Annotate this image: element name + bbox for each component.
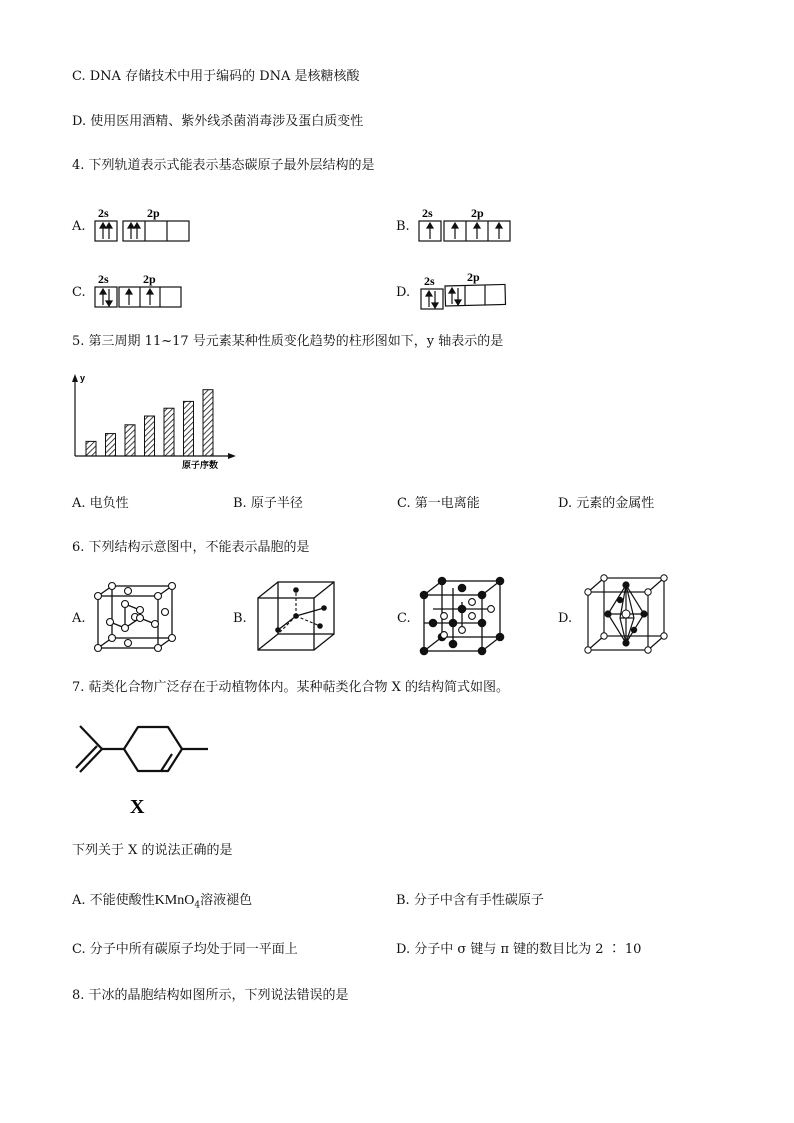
y-axis-label: y [80, 373, 86, 383]
question-8: 8. 干冰的晶胞结构如图所示，下列说法错误的是 [72, 988, 349, 1003]
x-axis-arrow [228, 453, 236, 459]
q5-option-d: D. 元素的金属性 [558, 496, 655, 511]
bar-2 [106, 434, 116, 456]
orbital-2p-label: 2p [147, 206, 160, 220]
q6-option-d-label: D. [558, 611, 573, 626]
crystal-cell-b [252, 578, 342, 656]
q6-option-a-label: A. [72, 611, 86, 626]
q4-option-c-label: C. [72, 285, 86, 300]
q4-option-b-label: B. [396, 219, 410, 234]
crystal-cell-a [92, 582, 180, 654]
molecule-x-structure [72, 718, 222, 822]
bar-1 [86, 441, 96, 456]
q4-orbital-b [419, 204, 519, 244]
q4-orbital-d [421, 270, 521, 310]
orbital-2s-label: 2s [98, 272, 109, 286]
q7-option-d: D. 分子中 σ 键与 π 键的数目比为 2 ∶ 10 [396, 942, 642, 957]
orbital-2p-label: 2p [467, 270, 480, 284]
option-c-line: C. DNA 存储技术中用于编码的 DNA 是核糖核酸 [72, 69, 360, 84]
q5-option-b: B. 原子半径 [233, 496, 303, 511]
orbital-2s-label: 2s [424, 274, 435, 288]
q4-option-d-label: D. [396, 285, 411, 300]
x-axis-label: 原子序数 [182, 460, 219, 470]
q6-option-b-label: B. [233, 611, 247, 626]
q4-option-a-label: A. [72, 219, 86, 234]
molecule-label: X [130, 796, 145, 818]
question-7: 7. 萜类化合物广泛存在于动植物体内。某种萜类化合物 X 的结构简式如图。 [72, 680, 510, 695]
q5-option-a: A. 电负性 [72, 496, 129, 511]
question-5: 5. 第三周期 11~17 号元素某种性质变化趋势的柱形图如下，y 轴表示的是 [72, 334, 504, 349]
bar-3 [125, 425, 135, 456]
bar-5 [164, 408, 174, 456]
q5-option-c: C. 第一电离能 [397, 496, 480, 511]
option-d-line: D. 使用医用酒精、紫外线杀菌消毒涉及蛋白质变性 [72, 114, 364, 129]
q7-option-b: B. 分子中含有手性碳原子 [396, 893, 544, 908]
bar-4 [145, 416, 155, 456]
orbital-2s-label: 2s [422, 206, 433, 220]
crystal-cell-d [580, 572, 672, 658]
property-bar-chart [60, 368, 260, 478]
bar-7 [203, 390, 213, 456]
question-6: 6. 下列结构示意图中，不能表示晶胞的是 [72, 540, 310, 555]
q4-orbital-c [95, 270, 195, 310]
question-4: 4. 下列轨道表示式能表示基态碳原子最外层结构的是 [72, 158, 375, 173]
q7-option-a: A. 不能使酸性KMnO$_4$溶液褪色 [72, 893, 253, 911]
q6-option-c-label: C. [397, 611, 411, 626]
orbital-2s-label: 2s [98, 206, 109, 220]
y-axis-arrow [72, 374, 78, 382]
q7-option-c: C. 分子中所有碳原子均处于同一平面上 [72, 942, 298, 957]
bar-6 [184, 401, 194, 456]
question-7-stem: 下列关于 X 的说法正确的是 [72, 843, 233, 858]
crystal-cell-c [416, 575, 510, 657]
orbital-2p-label: 2p [143, 272, 156, 286]
q4-orbital-a [95, 204, 195, 244]
orbital-2p-label: 2p [471, 206, 484, 220]
